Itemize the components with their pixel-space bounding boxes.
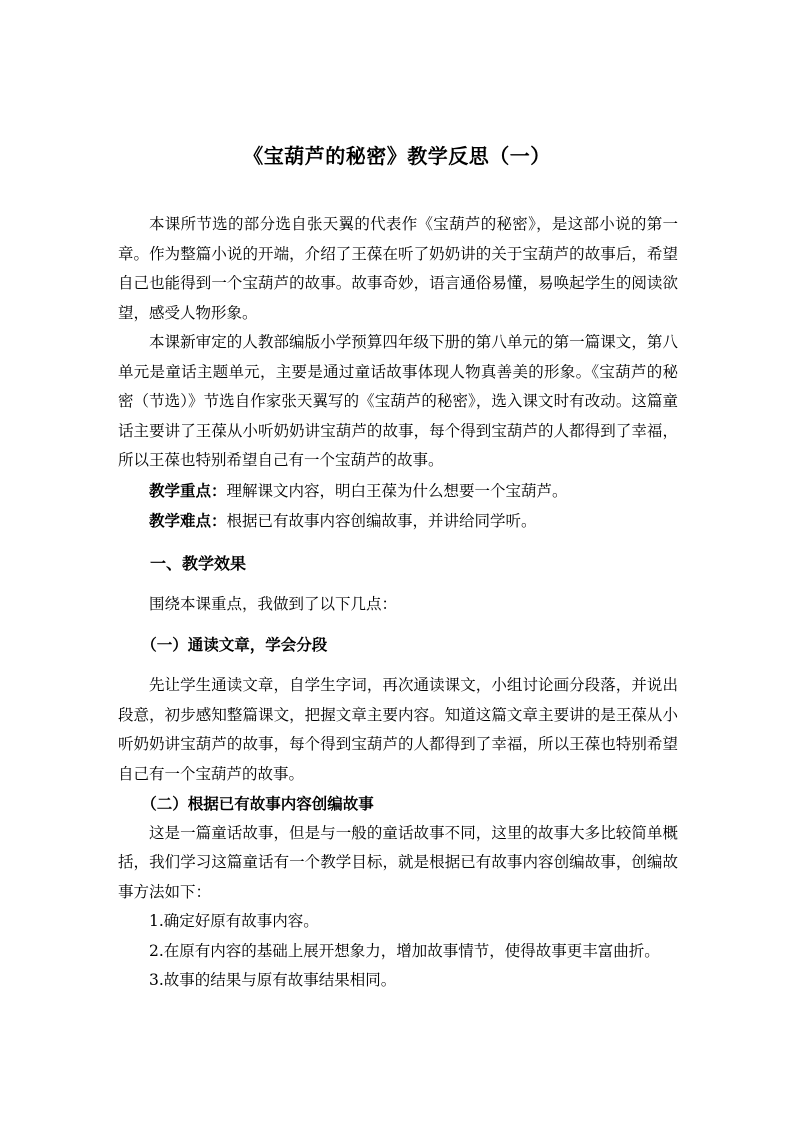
sub1-paragraph: 先让学生通读文章，自学生字词，再次通读课文，小组讨论画分段落，并说出段意，初步感知整篇课文，把握文章主要内容。知道这篇文章主要讲的是王葆从小听奶奶讲宝葫芦的故事，每个得到宝葫芦的人都得到了幸福，所以王葆也特别希望自己有一个宝葫芦的故事。 <box>118 676 678 783</box>
list-item-1: 1.确定好原有故事内容。 <box>149 912 319 930</box>
key-point-line <box>118 476 678 507</box>
difficulty-text: 根据已有故事内容创编故事，并讲给同学听。 <box>226 512 537 530</box>
document-title: 《宝葫芦的秘密》教学反思（一） <box>243 144 551 168</box>
document-body <box>118 210 678 996</box>
key-point-label: 教学重点： <box>149 480 227 500</box>
difficulty-line <box>118 506 678 537</box>
sub2-heading: （二）根据已有故事内容创编故事 <box>141 794 374 813</box>
sub2-paragraph: 这是一篇童话故事，但是与一般的童话故事不同，这里的故事大多比较简单概括，我们学习这篇童话有一个教学目标，就是根据已有故事内容创编故事，创编故事方法如下： <box>118 823 678 901</box>
intro-paragraph-2: 本课新审定的人教部编版小学预算四年级下册的第八单元的第一篇课文，第八单元是童话主题单元，主要是通过童话故事体现人物真善美的形象。《宝葫芦的秘密（节选）》节选自作家张天翼写的《宝葫芦的秘密》，选入课文时有改动。这篇童话主要讲了王葆从小听奶奶讲宝葫芦的故事，每个得到宝葫芦的人都得到了幸福，所以王葆也特别希望自己有一个宝葫芦的故事。 <box>118 333 678 469</box>
section1-intro: 围绕本课重点，我做到了以下几点： <box>149 595 398 613</box>
intro-paragraph-1: 本课所节选的部分选自张天翼的代表作《宝葫芦的秘密》，是这部小说的第一章。作为整篇小说的开端，介绍了王葆在听了奶奶讲的关于宝葫芦的故事后，希望自己也能得到一个宝葫芦的故事。故事奇妙，语言通俗易懂，易唤起学生的阅读欲望，感受人物形象。 <box>118 215 678 322</box>
list-item-2: 2.在原有内容的基础上展开想象力，增加故事情节，使得故事更丰富曲折。 <box>149 941 660 960</box>
difficulty-label: 教学难点： <box>149 511 227 530</box>
list-item-3: 3.故事的结果与原有故事结果相同。 <box>149 971 397 989</box>
section1-heading: 一、教学效果 <box>150 553 247 573</box>
sub1-heading: （一）通读文章，学会分段 <box>141 634 328 654</box>
key-point-text: 理解课文内容，明白王葆为什么想要一个宝葫芦。 <box>226 481 568 500</box>
